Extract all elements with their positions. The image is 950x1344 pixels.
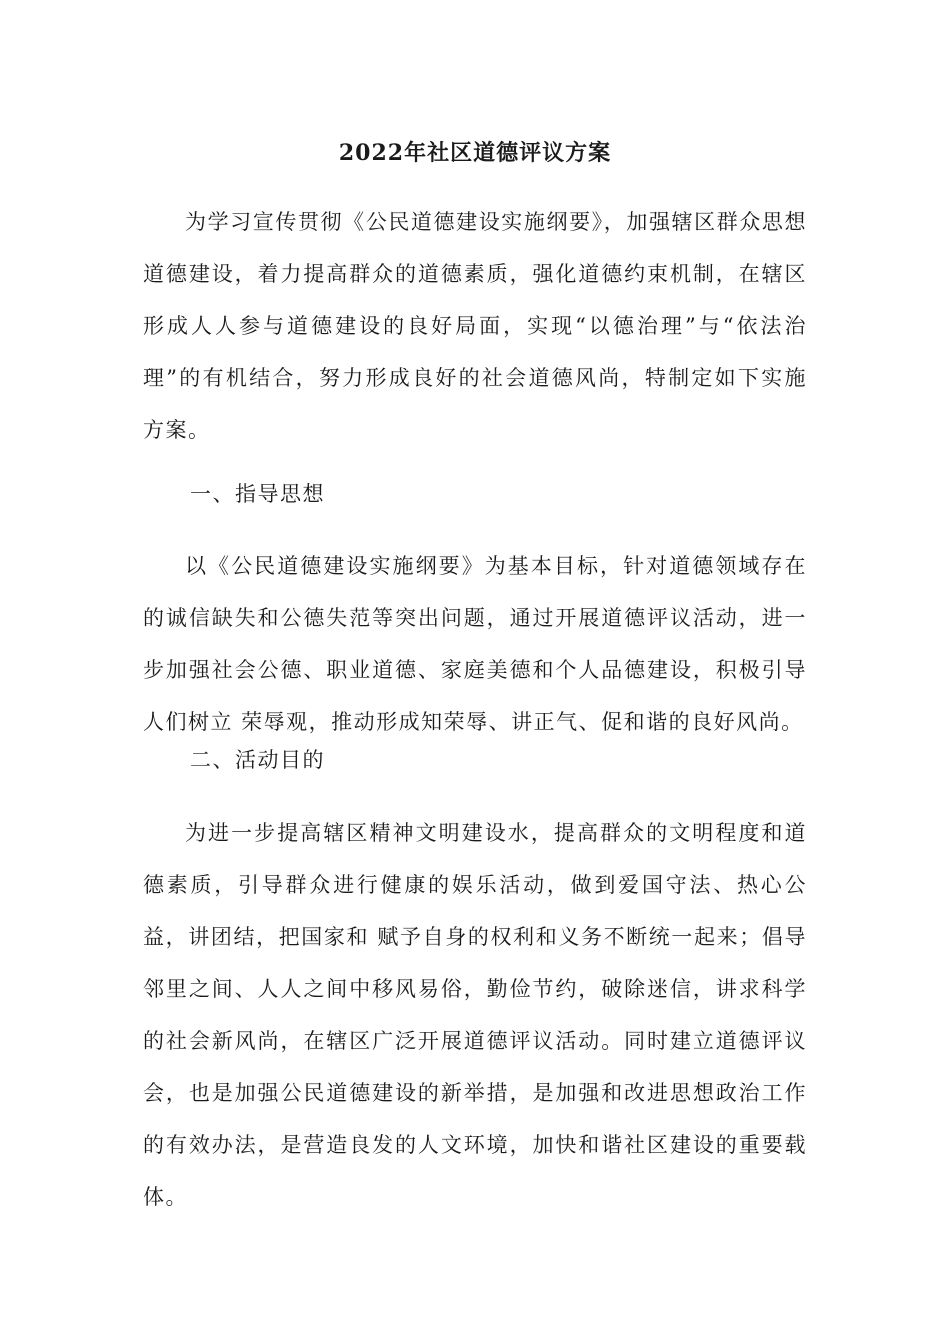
section-body-guiding-thought: 以《公民道德建设实施纲要》为基本目标，针对道德领域存在的诚信缺失和公德失范等突出问题，通过开展道德评议活动，进一步加强社会公德、职业道德、家庭美德和个人品德建设，积极引导人们树立 荣辱观，推动形成知荣辱、讲正气、促和谐的良好风尚。 [143,554,807,734]
intro-paragraph: 为学习宣传贯彻《公民道德建设实施纲要》，加强辖区群众思想道德建设，着力提高群众的道德素质，强化道德约束机制，在辖区形成人人参与道德建设的良好局面，实现“以德治理”与“依法治理”的有机结合，努力形成良好的社会道德风尚，特制定如下实施方案。 [143,210,807,442]
section-heading-activity-purpose: 二、活动目的 [190,748,325,772]
section-body-activity-purpose: 为进一步提高辖区精神文明建设水，提高群众的文明程度和道德素质，引导群众进行健康的娱乐活动，做到爱国守法、热心公益，讲团结，把国家和 赋予自身的权利和义务不断统一起来；倡导邻里之间、人人之间中移风易俗，勤俭节约，破除迷信，讲求科学的社会新风尚，在辖区广泛开展道德评议活动。同时建立道德评议会，也是加强公民道德建设的新举措，是加强和改进思想政治工作的有效办法，是营造良发的人文环境，加快和谐社区建设的重要载体。 [143,821,807,1209]
section-heading-guiding-thought: 一、指导思想 [190,482,325,506]
document-title: 2022年社区道德评议方案 [338,140,612,166]
